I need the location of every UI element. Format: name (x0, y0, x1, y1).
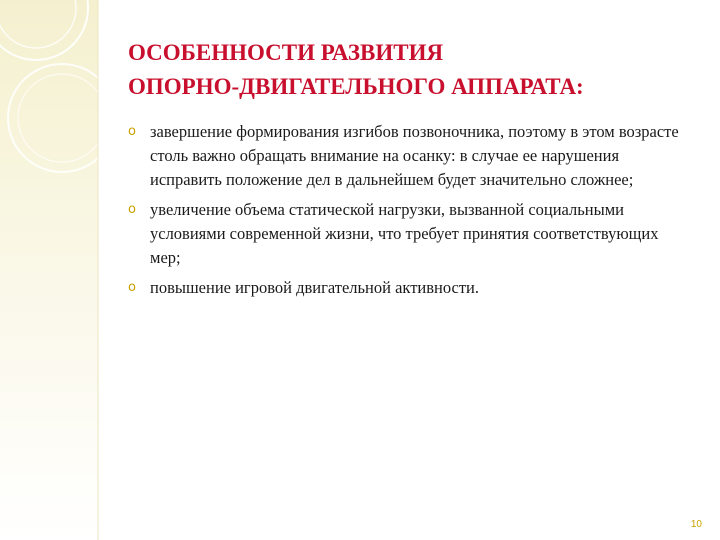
bullet-circle-icon: o (128, 280, 136, 295)
page-number: 10 (690, 519, 702, 530)
bullet-circle-icon: o (128, 124, 136, 139)
list-item-text: увеличение объема статической нагрузки, вызванной социальными условиями современной жизни, что требует принятия соответствующих мер; (150, 200, 659, 267)
bullet-list (128, 120, 688, 306)
list-item (128, 276, 688, 300)
title-line-2: ОПОРНО-ДВИГАТЕЛЬНОГО АППАРАТА: (128, 74, 584, 99)
list-item-text: повышение игровой двигательной активности. (150, 278, 480, 297)
bullet-circle-icon: o (128, 202, 136, 217)
list-item (128, 198, 688, 270)
slide-title (128, 36, 688, 104)
list-item (128, 120, 688, 192)
side-decoration-panel (0, 0, 98, 540)
list-item-text: завершение формирования изгибов позвоночника, поэтому в этом возрасте столь важно обращать внимание на осанку: в случае ее нарушения исправить положение дел в дальнейшем будет значительно сложнее; (150, 122, 679, 189)
title-line-1: ОСОБЕННОСТИ РАЗВИТИЯ (128, 40, 444, 65)
